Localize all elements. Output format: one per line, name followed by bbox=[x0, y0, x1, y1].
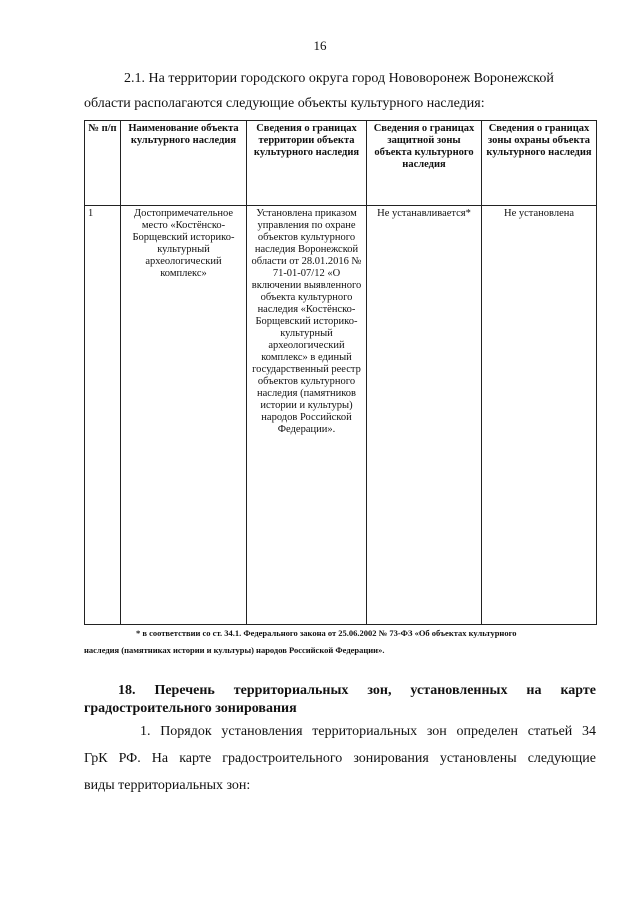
cell-object-name: Достопримечательное место «Костёнско-Борщевский историко-культурный археологический комплекс» bbox=[121, 206, 247, 625]
section-heading-line-1: 18. Перечень территориальных зон, установленных на карте bbox=[118, 683, 596, 698]
page-number: 16 bbox=[313, 38, 327, 53]
section-heading-line-2: градостроительного зонирования bbox=[84, 701, 297, 716]
section-paragraph bbox=[84, 718, 596, 799]
section-paragraph-line-2: ГрК РФ. На карте градостроительного зонирования установлены следующие bbox=[84, 751, 596, 766]
cell-protection-zone: Не установлена bbox=[482, 206, 597, 625]
intro-line-2: области располагаются следующие объекты культурного наследия: bbox=[84, 96, 485, 111]
cell-territory-bounds: Установлена приказом управления по охране объектов культурного наследия Воронежской области от 28.01.2016 № 71-01-07/12 «О включении выявленного объекта культурного наследия «Костёнско-Борщевский историко-культурный археологический комплекс» в единый государственный реестр объектов культурного наследия (памятников истории и культуры) народов Российской Федерации». bbox=[247, 206, 367, 625]
header-protective-zone: Сведения о границах защитной зоны объекта культурного наследия bbox=[367, 121, 482, 206]
table-row bbox=[85, 206, 597, 625]
section-heading bbox=[84, 682, 596, 718]
cell-number: 1 bbox=[85, 206, 121, 625]
cell-protective-zone: Не устанавливается* bbox=[367, 206, 482, 625]
footnote bbox=[84, 625, 596, 659]
table-header-row bbox=[85, 121, 597, 206]
header-object-name: Наименование объекта культурного наследия bbox=[121, 121, 247, 206]
footnote-line-1: * в соответствии со ст. 34.1. Федерального закона от 25.06.2002 № 73-ФЗ «Об объектах культурного bbox=[136, 628, 517, 638]
header-protection-zone: Сведения о границах зоны охраны объекта культурного наследия bbox=[482, 121, 597, 206]
section-paragraph-line-1: 1. Порядок установления территориальных зон определен статьей 34 bbox=[140, 724, 596, 739]
footnote-line-2: наследия (памятниках истории и культуры) народов Российской Федерации». bbox=[84, 645, 385, 655]
intro-line-1: 2.1. На территории городского округа город Нововоронеж Воронежской bbox=[124, 71, 554, 86]
section-paragraph-line-3: виды территориальных зон: bbox=[84, 778, 251, 793]
header-number: № п/п bbox=[85, 121, 121, 206]
intro-paragraph bbox=[84, 66, 596, 116]
header-territory-bounds: Сведения о границах территории объекта культурного наследия bbox=[247, 121, 367, 206]
heritage-objects-table bbox=[84, 120, 597, 625]
